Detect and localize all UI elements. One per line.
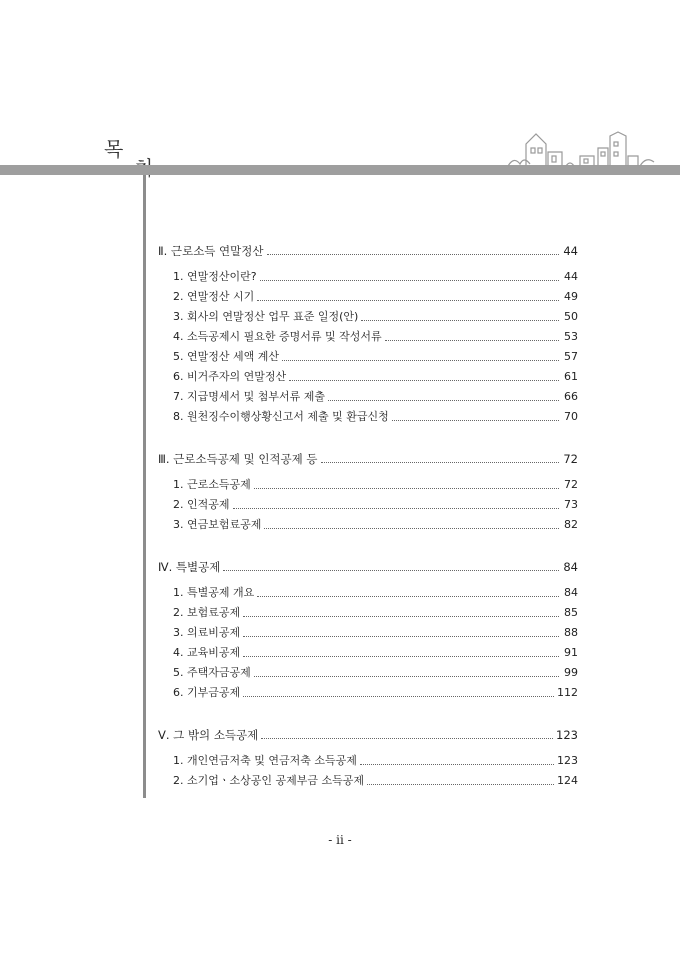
toc-item-label: 1. 연말정산이란? bbox=[173, 270, 257, 283]
page-number: - ii - bbox=[328, 833, 352, 847]
toc-page-number: 123 bbox=[557, 754, 578, 767]
toc-page-number: 44 bbox=[564, 270, 578, 283]
toc-item[interactable] bbox=[158, 264, 578, 284]
dot-leader bbox=[261, 738, 553, 739]
dot-leader bbox=[360, 764, 554, 765]
toc-item-label: 6. 기부금공제 bbox=[173, 686, 241, 699]
toc-item[interactable] bbox=[158, 344, 578, 364]
dot-leader bbox=[254, 676, 559, 677]
toc-item-label: 1. 특별공제 개요 bbox=[173, 586, 255, 599]
dot-leader bbox=[367, 784, 554, 785]
toc-item-label: 6. 비거주자의 연말정산 bbox=[173, 370, 287, 383]
toc-item[interactable] bbox=[158, 640, 578, 660]
toc-item-label: 7. 지급명세서 및 첨부서류 제출 bbox=[173, 390, 325, 403]
dot-leader bbox=[257, 300, 559, 301]
toc-page-number: 84 bbox=[564, 586, 578, 599]
toc-item-label: 2. 소기업ㆍ소상공인 공제부금 소득공제 bbox=[173, 774, 364, 787]
dot-leader bbox=[321, 462, 559, 463]
toc-page-number: 44 bbox=[563, 244, 578, 258]
toc-item[interactable] bbox=[158, 304, 578, 324]
toc-item-label: 3. 연금보험료공제 bbox=[173, 518, 262, 531]
toc-item[interactable] bbox=[158, 324, 578, 344]
houses-illustration-icon bbox=[500, 128, 660, 170]
toc-page-number: 91 bbox=[564, 646, 578, 659]
dot-leader bbox=[243, 696, 554, 697]
toc-section[interactable] bbox=[158, 722, 578, 742]
dot-leader bbox=[254, 488, 559, 489]
dot-leader bbox=[233, 508, 560, 509]
toc-item[interactable] bbox=[158, 620, 578, 640]
dot-leader bbox=[223, 570, 559, 571]
toc-item-label: 3. 의료비공제 bbox=[173, 626, 241, 639]
toc-page-number: 84 bbox=[563, 560, 578, 574]
toc-item[interactable] bbox=[158, 580, 578, 600]
toc-item-label: 4. 소득공제시 필요한 증명서류 및 작성서류 bbox=[173, 330, 382, 343]
toc-section[interactable] bbox=[158, 446, 578, 466]
dot-leader bbox=[260, 280, 559, 281]
toc-page-number: 99 bbox=[564, 666, 578, 679]
toc-item-label: 2. 연말정산 시기 bbox=[173, 290, 255, 303]
dot-leader bbox=[243, 616, 559, 617]
left-vertical-rule bbox=[143, 175, 146, 798]
toc-page-number: 112 bbox=[557, 686, 578, 699]
toc-item[interactable] bbox=[158, 492, 578, 512]
toc-item[interactable] bbox=[158, 472, 578, 492]
page-title-part1: 목 bbox=[104, 137, 125, 161]
toc-item-label: 5. 주택자금공제 bbox=[173, 666, 251, 679]
toc-item-label: 1. 개인연금저축 및 연금저축 소득공제 bbox=[173, 754, 357, 767]
toc-item[interactable] bbox=[158, 512, 578, 532]
dot-leader bbox=[328, 400, 559, 401]
toc-item[interactable] bbox=[158, 404, 578, 424]
toc-page-number: 61 bbox=[564, 370, 578, 383]
toc-item-label: 1. 근로소득공제 bbox=[173, 478, 251, 491]
toc-section[interactable] bbox=[158, 554, 578, 574]
toc-page-number: 49 bbox=[564, 290, 578, 303]
dot-leader bbox=[361, 320, 559, 321]
toc-section-title: Ⅲ. 근로소득공제 및 인적공제 등 bbox=[158, 452, 318, 466]
toc-page-number: 72 bbox=[564, 478, 578, 491]
toc-section-title: Ⅴ. 그 밖의 소득공제 bbox=[158, 728, 259, 742]
toc-item-label: 3. 회사의 연말정산 업무 표준 일정(안) bbox=[173, 310, 359, 323]
dot-leader bbox=[289, 380, 559, 381]
toc-page-number: 85 bbox=[564, 606, 578, 619]
toc-page-number: 124 bbox=[557, 774, 578, 787]
toc-page-number: 73 bbox=[564, 498, 578, 511]
toc-page-number: 50 bbox=[564, 310, 578, 323]
toc-item-label: 5. 연말정산 세액 계산 bbox=[173, 350, 279, 363]
toc-page-number: 70 bbox=[564, 410, 578, 423]
toc-item[interactable] bbox=[158, 284, 578, 304]
toc-page-number: 66 bbox=[564, 390, 578, 403]
dot-leader bbox=[264, 528, 559, 529]
toc-item[interactable] bbox=[158, 364, 578, 384]
toc-page-number: 82 bbox=[564, 518, 578, 531]
toc-item-label: 2. 보험료공제 bbox=[173, 606, 241, 619]
toc-section-title: Ⅳ. 특별공제 bbox=[158, 560, 221, 574]
toc-section-title: Ⅱ. 근로소득 연말정산 bbox=[158, 244, 264, 258]
toc-item[interactable] bbox=[158, 384, 578, 404]
toc-page-number: 57 bbox=[564, 350, 578, 363]
table-of-contents bbox=[158, 238, 578, 788]
dot-leader bbox=[267, 254, 560, 255]
toc-section[interactable] bbox=[158, 238, 578, 258]
toc-item-label: 4. 교육비공제 bbox=[173, 646, 241, 659]
toc-page-number: 53 bbox=[564, 330, 578, 343]
dot-leader bbox=[392, 420, 559, 421]
toc-item[interactable] bbox=[158, 768, 578, 788]
toc-item-label: 8. 원천징수이행상황신고서 제출 및 환급신청 bbox=[173, 410, 389, 423]
dot-leader bbox=[385, 340, 559, 341]
toc-item[interactable] bbox=[158, 680, 578, 700]
toc-item[interactable] bbox=[158, 748, 578, 768]
dot-leader bbox=[282, 360, 559, 361]
dot-leader bbox=[243, 636, 559, 637]
toc-page-number: 72 bbox=[563, 452, 578, 466]
dot-leader bbox=[257, 596, 559, 597]
toc-page-number: 88 bbox=[564, 626, 578, 639]
toc-page-number: 123 bbox=[556, 728, 578, 742]
toc-item[interactable] bbox=[158, 600, 578, 620]
toc-item-label: 2. 인적공제 bbox=[173, 498, 230, 511]
dot-leader bbox=[243, 656, 559, 657]
toc-item[interactable] bbox=[158, 660, 578, 680]
